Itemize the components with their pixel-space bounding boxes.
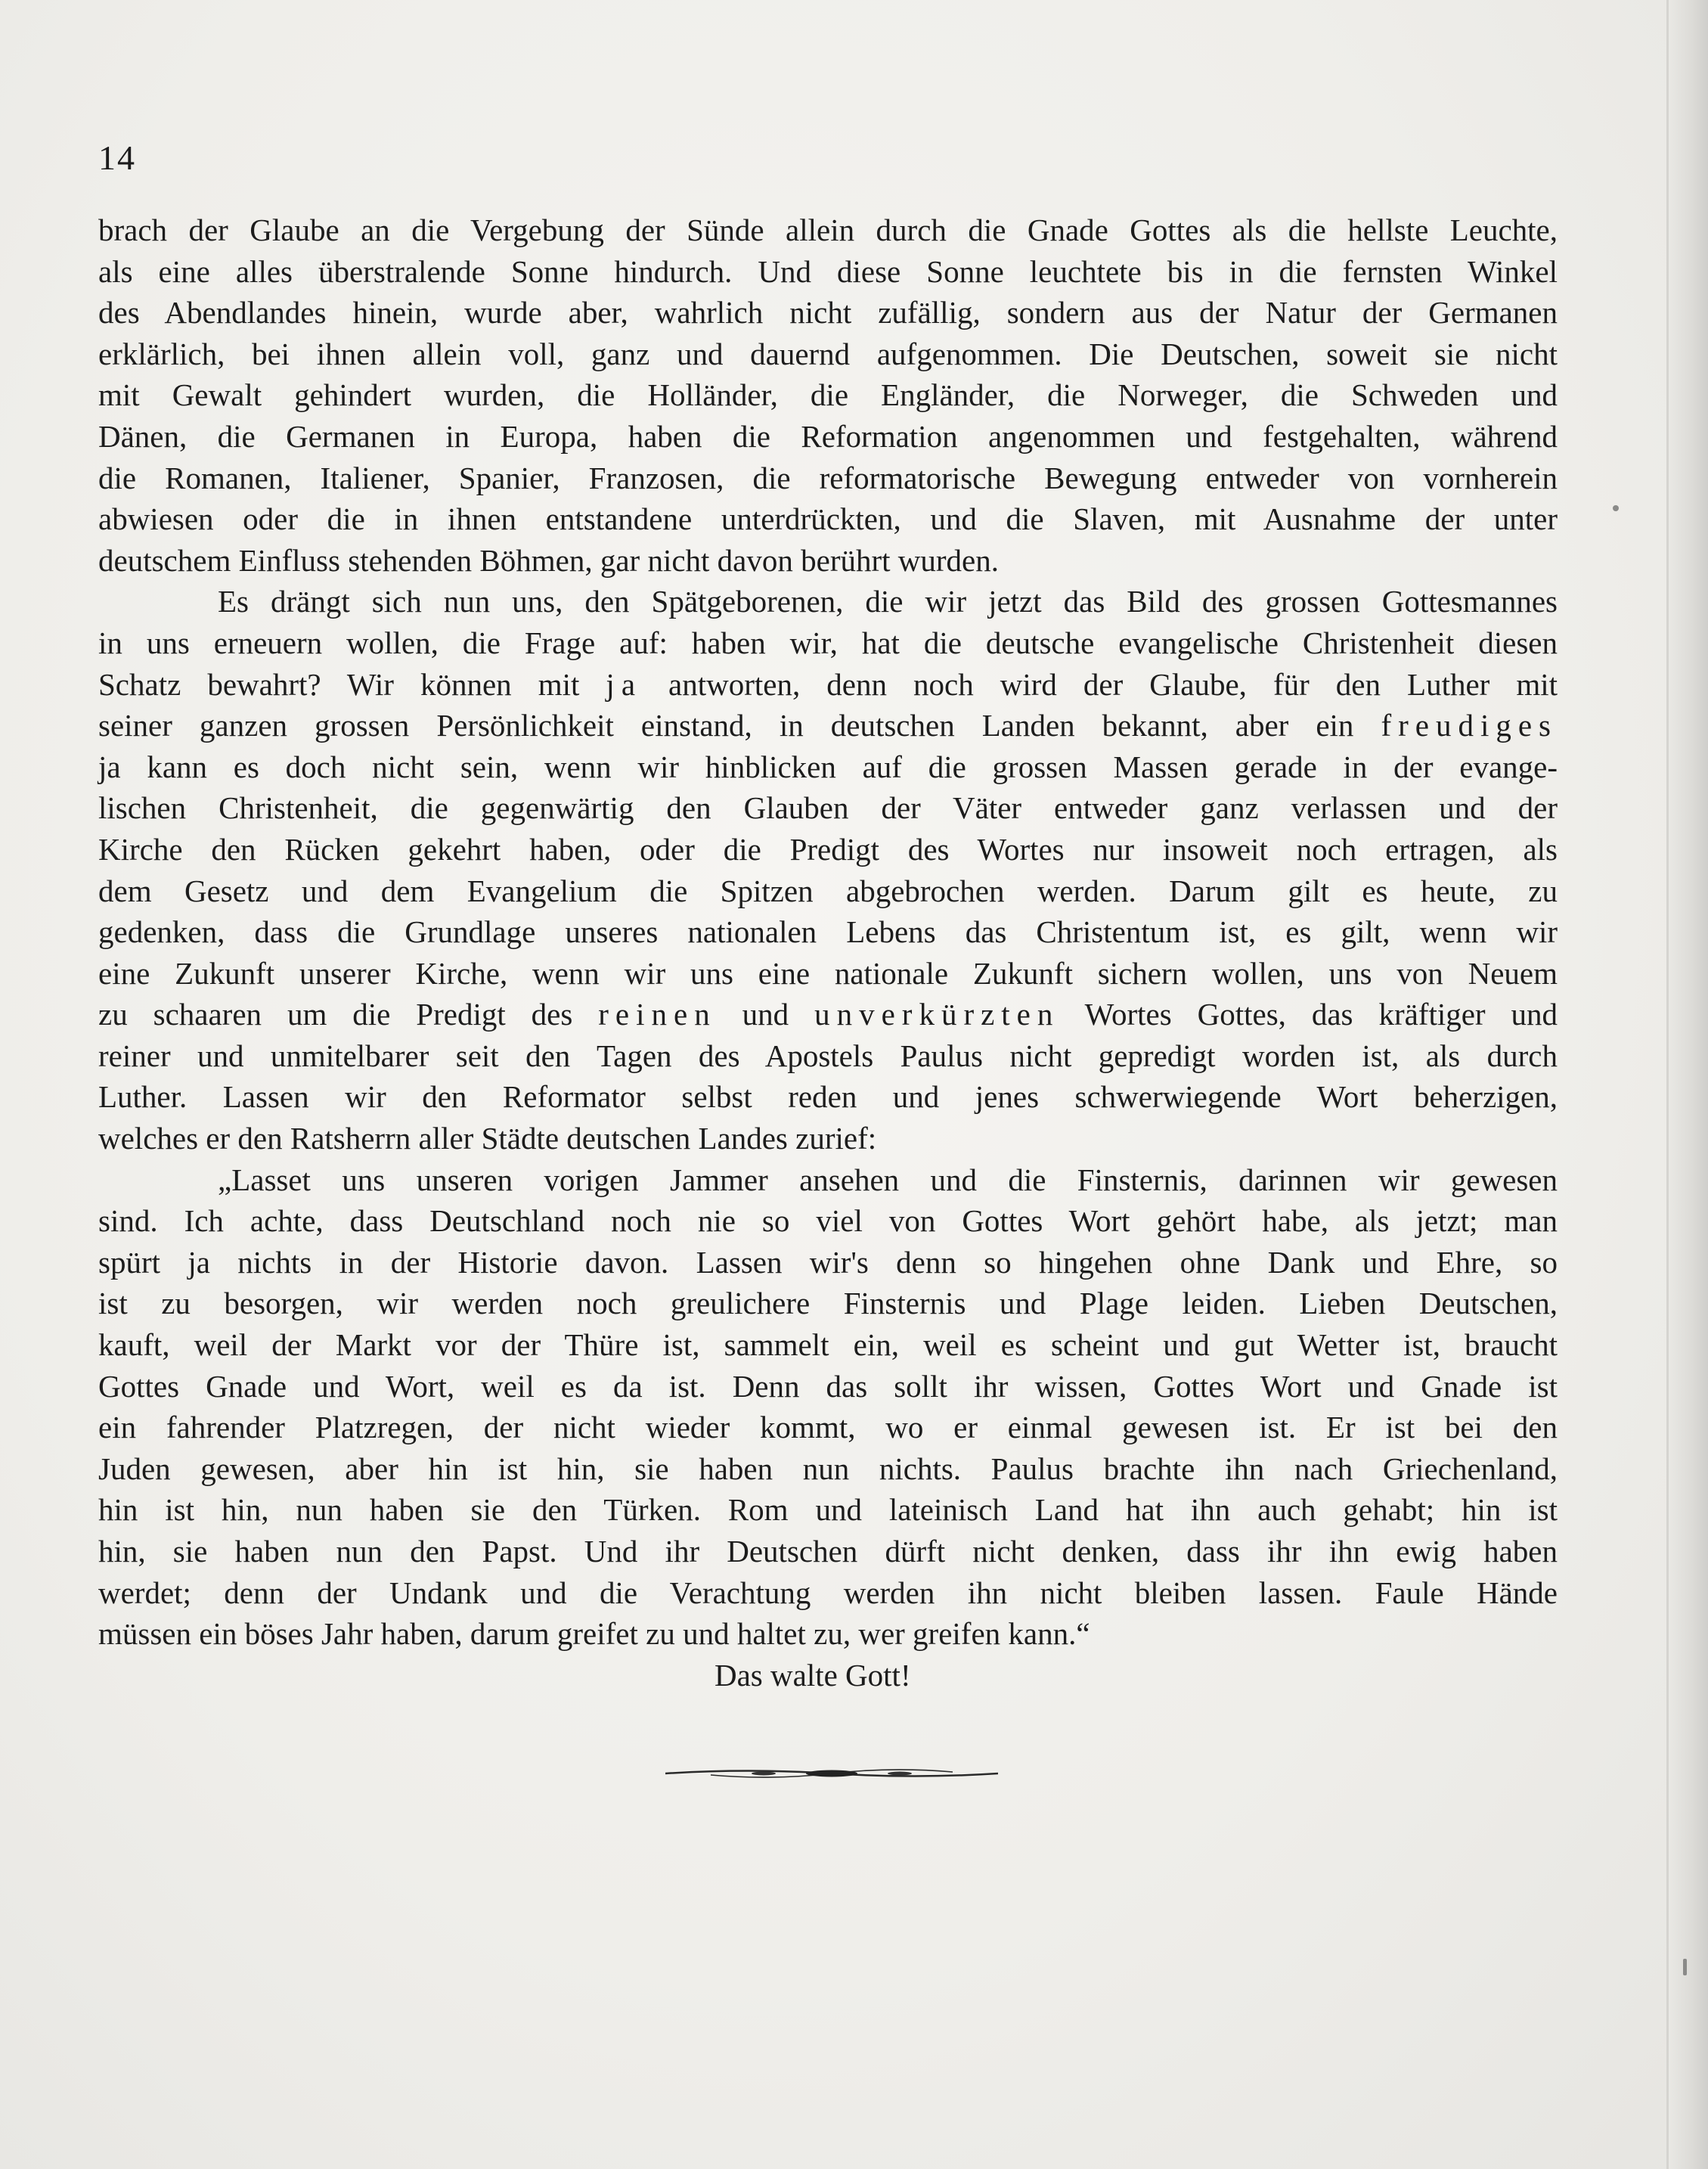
emphasis-freudiges: freudiges xyxy=(1381,708,1558,743)
text-segment: zu schaaren um die Predigt des xyxy=(98,997,573,1032)
closing-line: Das walte Gott! xyxy=(715,1657,911,1693)
text-line: die Romanen, Italiener, Spanier, Franzosen, die reformatorische Bewegung entweder von vornherein xyxy=(98,460,1558,495)
quote-line: müssen ein böses Jahr haben, darum greifet zu und haltet zu, wer greifen kann.“ xyxy=(98,1616,1090,1652)
text-line: deutschem Einfluss stehenden Böhmen, gar nicht davon berührt wurden. xyxy=(98,542,999,578)
ornament-rule xyxy=(665,1762,998,1785)
text-segment: Schatz bewahrt? Wir können mit xyxy=(98,666,580,702)
text-line: brach der Glaube an die Vergebung der Sünde allein durch die Gnade Gottes als die hellste Leuchte, xyxy=(98,213,1558,247)
quote-line: werdet; denn der Undank und die Verachtung werden ihn nicht bleiben lassen. Faule Hände xyxy=(98,1575,1558,1610)
quote-line: Juden gewesen, aber hin ist hin, sie haben nun nichts. Paulus brachte ihn nach Griechenland, xyxy=(98,1451,1558,1486)
text-line: lischen Christenheit, die gegenwärtig den Glauben der Väter entweder ganz verlassen und der xyxy=(98,790,1558,826)
quote-line: Gottes Gnade und Wort, weil es da ist. Denn das sollt ihr wissen, Gottes Wort und Gnade ist xyxy=(98,1368,1558,1404)
quote-line: ist zu besorgen, wir werden noch greulichere Finsternis und Plage leiden. Lieben Deutschen, xyxy=(98,1286,1558,1321)
emphasis-ja: ja xyxy=(606,666,643,702)
text-line: dem Gesetz und dem Evangelium die Spitzen abgebrochen werden. Darum gilt es heute, zu xyxy=(98,873,1558,908)
text-line: Dänen, die Germanen in Europa, haben die Reformation angenommen und festgehalten, während xyxy=(98,418,1558,454)
quote-line: kauft, weil der Markt vor der Thüre ist, sammelt ein, weil es scheint und gut Wetter ist, braucht xyxy=(98,1327,1558,1363)
quote-line: ein fahrender Platzregen, der nicht wieder kommt, wo er einmal gewesen ist. Er ist bei den xyxy=(98,1410,1558,1445)
text-line: Luther. Lassen wir den Reformator selbst reden und jenes schwerwiegende Wort beherzigen, xyxy=(98,1079,1558,1115)
text-line xyxy=(98,705,1558,746)
text-line: Es drängt sich nun uns, den Spätgeborenen, die wir jetzt das Bild des grossen Gottesmannes xyxy=(218,584,1558,619)
text-line xyxy=(98,994,1558,1035)
paper-speck xyxy=(1683,1959,1687,1975)
page-edge xyxy=(1669,0,1708,2169)
text-line: reiner und unmitelbarer seit den Tagen des Apostels Paulus nicht gepredigt worden ist, als durch xyxy=(98,1038,1558,1073)
body-text xyxy=(98,209,1558,1696)
text-line xyxy=(98,664,1558,706)
text-segment: seiner ganzen grossen Persönlichkeit einstand, in deutschen Landen bekannt, aber ein xyxy=(98,708,1354,743)
text-segment: Wortes Gottes, das kräftiger und xyxy=(1084,997,1558,1032)
bleed-through-area xyxy=(250,1836,1565,1900)
emphasis-reinen: reinen xyxy=(598,997,717,1032)
text-line: Kirche den Rücken gekehrt haben, oder die Predigt des Wortes nur insoweit noch ertragen, als xyxy=(98,831,1558,867)
emphasis-unverkuerzten: unverkürzten xyxy=(814,997,1060,1032)
text-line: welches er den Ratsherrn aller Städte deutschen Landes zurief: xyxy=(98,1121,877,1156)
quote-line: „Lasset uns unseren vorigen Jammer ansehen und die Finsternis, darinnen wir gewesen xyxy=(218,1162,1558,1197)
text-segment: und xyxy=(742,997,789,1032)
text-line: erklärlich, bei ihnen allein voll, ganz und dauernd aufgenommen. Die Deutschen, soweit sie nicht xyxy=(98,336,1558,371)
text-line: als eine alles überstralende Sonne hindurch. Und diese Sonne leuchtete bis in die fernsten Winkel xyxy=(98,253,1558,289)
quote-line: sind. Ich achte, dass Deutschland noch nie so viel von Gottes Wort gehört habe, als jetzt; man xyxy=(98,1203,1558,1239)
text-line: in uns erneuern wollen, die Frage auf: haben wir, hat die deutsche evangelische Christenheit diesen xyxy=(98,625,1558,660)
quote-line: hin, sie haben nun den Papst. Und ihr Deutschen dürft nicht denken, dass ihr ihn ewig haben xyxy=(98,1534,1558,1569)
paper-speck xyxy=(1613,505,1619,511)
text-line: des Abendlandes hinein, wurde aber, wahrlich nicht zufällig, sondern aus der Natur der Germanen xyxy=(98,295,1558,330)
text-line: gedenken, dass die Grundlage unseres nationalen Lebens das Christentum ist, es gilt, wenn wir xyxy=(98,914,1558,950)
text-line: mit Gewalt gehindert wurden, die Holländer, die Engländer, die Norweger, die Schweden und xyxy=(98,377,1558,413)
quote-line: hin ist hin, nun haben sie den Türken. Rom und lateinisch Land hat ihn auch gehabt; hin ist xyxy=(98,1492,1558,1528)
text-segment: antworten, denn noch wird der Glaube, für den Luther mit xyxy=(668,666,1558,702)
quote-line: spürt ja nichts in der Historie davon. Lassen wir's denn so hingehen ohne Dank und Ehre, so xyxy=(98,1244,1558,1280)
page-number: 14 xyxy=(98,138,136,177)
text-line: eine Zukunft unserer Kirche, wenn wir uns eine nationale Zukunft sichern wollen, uns von Neuem xyxy=(98,955,1558,991)
text-line: ja kann es doch nicht sein, wenn wir hinblicken auf die grossen Massen gerade in der evange- xyxy=(98,749,1558,784)
text-line: abwiesen oder die in ihnen entstandene unterdrückten, und die Slaven, mit Ausnahme der unter xyxy=(98,501,1558,537)
